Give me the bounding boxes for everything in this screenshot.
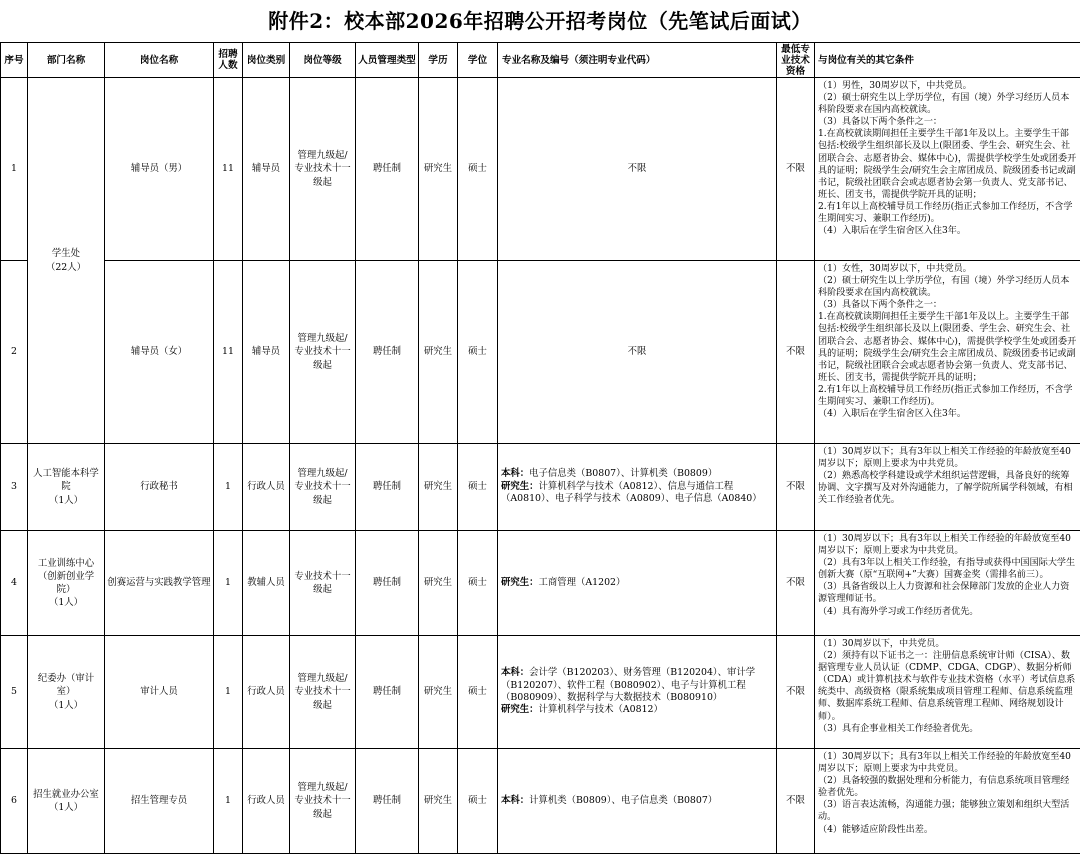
cell-mgmt: 聘任制 xyxy=(356,78,419,261)
cell-count: 11 xyxy=(214,78,243,261)
major-level-label: 研究生： xyxy=(501,577,539,588)
cell-min-cert: 不限 xyxy=(777,261,815,444)
cell-category: 行政人员 xyxy=(243,749,290,854)
cell-min-cert: 不限 xyxy=(777,531,815,636)
major-level-label: 本科： xyxy=(501,468,529,479)
table-row xyxy=(1,78,1080,261)
header-count: 招聘人数 xyxy=(214,43,243,78)
cell-category: 辅导员 xyxy=(243,78,290,261)
cell-count: 1 xyxy=(214,531,243,636)
cell-conditions: （1）30周岁以下；具有3年以上相关工作经验的年龄放宽至40周岁以下；原则上要求为中共党员。 （2）具备较强的数据处理和分析能力，有信息系统项目管理经验者优先。 （3）语言表达流畅，沟通能力强；能够独立策划和组织大型活动。 （4）能够适应阶段性出差。 xyxy=(815,749,1080,854)
cell-dept: 工业训练中心（创新创业学院） （1人） xyxy=(28,531,105,636)
cell-post: 辅导员（男） xyxy=(105,78,214,261)
cell-edu: 研究生 xyxy=(419,749,458,854)
major-line xyxy=(501,468,773,480)
major-line xyxy=(501,481,773,506)
cell-category: 行政人员 xyxy=(243,444,290,531)
cell-seq: 3 xyxy=(1,444,28,531)
cell-dept: 人工智能本科学院 （1人） xyxy=(28,444,105,531)
cell-edu: 研究生 xyxy=(419,261,458,444)
cell-mgmt: 聘任制 xyxy=(356,749,419,854)
cell-grade: 管理九级起/ 专业技术十一级起 xyxy=(290,78,356,261)
cell-major xyxy=(498,749,777,854)
cell-edu: 研究生 xyxy=(419,531,458,636)
major-text: 计算机科学与技术（A0812） xyxy=(539,704,663,715)
cell-count: 1 xyxy=(214,636,243,749)
table-row xyxy=(1,444,1080,531)
major-line xyxy=(501,667,773,704)
header-min-cert: 最低专业技术资格 xyxy=(777,43,815,78)
major-line xyxy=(501,577,773,589)
cell-major: 不限 xyxy=(498,78,777,261)
cell-mgmt: 聘任制 xyxy=(356,261,419,444)
cell-grade: 管理九级起/ 专业技术十一级起 xyxy=(290,261,356,444)
header-grade: 岗位等级 xyxy=(290,43,356,78)
cell-count: 1 xyxy=(214,444,243,531)
major-text: 工商管理（A1202） xyxy=(539,577,626,588)
cell-grade: 管理九级起/ 专业技术十一级起 xyxy=(290,749,356,854)
header-post: 岗位名称 xyxy=(105,43,214,78)
cell-mgmt: 聘任制 xyxy=(356,531,419,636)
cell-degree: 硕士 xyxy=(458,444,498,531)
cell-count: 11 xyxy=(214,261,243,444)
cell-degree: 硕士 xyxy=(458,531,498,636)
cell-conditions: （1）女性，30周岁以下，中共党员。 （2）硕士研究生以上学历学位，有国（境）外学习经历人员本科阶段要求在国内高校就读。 （3）具备以下两个条件之一： 1.在高校就读期间担任主要学生干部1年及以上。主要学生干部包括:校级学生组织部长及以上(限团委、学生会、研究生会、社团联合会、志愿者协会、媒体中心)，需提供学校学生处或团委开具的证明；院级学生会/研究生会主席团成员、院级团委书记或副书记，院级社团联合会或志愿者协会第一负责人、党支部书记、班长、团支书，需提供学院开具的证明； 2.有1年以上高校辅导员工作经历(指正式参加工作经历，不含学生期间实习、兼职工作经历)。 （4）入职后在学生宿舍区入住3年。 xyxy=(815,261,1080,444)
table-row xyxy=(1,749,1080,854)
cell-min-cert: 不限 xyxy=(777,78,815,261)
major-text: 会计学（B120203）、财务管理（B120204）、审计学（B120207）、软件工程（B080902）、电子与计算机工程（B080909）、数据科学与大数据技术（B080910） xyxy=(501,667,755,703)
header-category: 岗位类别 xyxy=(243,43,290,78)
cell-post: 审计人员 xyxy=(105,636,214,749)
major-text: 电子信息类（B0807）、计算机类（B0809） xyxy=(529,468,717,479)
header-seq: 序号 xyxy=(1,43,28,78)
cell-grade: 专业技术十一级起 xyxy=(290,531,356,636)
cell-grade: 管理九级起/ 专业技术十一级起 xyxy=(290,636,356,749)
table-row xyxy=(1,531,1080,636)
cell-category: 辅导员 xyxy=(243,261,290,444)
cell-min-cert: 不限 xyxy=(777,636,815,749)
cell-mgmt: 聘任制 xyxy=(356,444,419,531)
major-line xyxy=(501,704,773,716)
header-degree: 学位 xyxy=(458,43,498,78)
cell-conditions: （1）30周岁以下；具有3年以上相关工作经验的年龄放宽至40周岁以下；原则上要求为中共党员。 （2）熟悉高校学科建设或学术组织运营逻辑，具备良好的统筹协调、文字撰写及对外沟通能力，了解学院所属学科领域，有相关工作经验者优先。 xyxy=(815,444,1080,531)
cell-major xyxy=(498,531,777,636)
cell-category: 行政人员 xyxy=(243,636,290,749)
cell-count: 1 xyxy=(214,749,243,854)
cell-major xyxy=(498,444,777,531)
cell-degree: 硕士 xyxy=(458,749,498,854)
cell-dept: 招生就业办公室 （1人） xyxy=(28,749,105,854)
cell-min-cert: 不限 xyxy=(777,749,815,854)
cell-seq: 2 xyxy=(1,261,28,444)
cell-mgmt: 聘任制 xyxy=(356,636,419,749)
cell-conditions: （1）30周岁以下，中共党员。 （2）须持有以下证书之一：注册信息系统审计师（CISA）、数据管理专业人员认证（CDMP、CDGA、CDGP）、数据分析师（CDA）或计算机技术与软件专业技术资格（水平）考试信息系统类中、高级资格（限系统集成项目管理工程师、信息系统监理师、数据库系统工程师、信息系统管理工程师、网络规划设计师）。 （3）具有企事业相关工作经验者优先。 xyxy=(815,636,1080,749)
major-level-label: 本科： xyxy=(501,667,529,678)
cell-degree: 硕士 xyxy=(458,636,498,749)
page-title: 附件2：校本部2026年招聘公开招考岗位（先笔试后面试） xyxy=(0,0,1080,42)
cell-degree: 硕士 xyxy=(458,261,498,444)
cell-conditions: （1）30周岁以下；具有3年以上相关工作经验的年龄放宽至40周岁以下；原则上要求为中共党员。 （2）具有3年以上相关工作经验，有指导或获得中国国际大学生创新大赛（原“互联网+”大赛）国赛金奖（需排名前三）。 （3）具备省级以上人力资源和社会保障部门发放的企业人力资源管理师证书。 （4）具有海外学习或工作经历者优先。 xyxy=(815,531,1080,636)
cell-min-cert: 不限 xyxy=(777,444,815,531)
cell-post: 招生管理专员 xyxy=(105,749,214,854)
table-row xyxy=(1,261,1080,444)
header-dept: 部门名称 xyxy=(28,43,105,78)
cell-seq: 4 xyxy=(1,531,28,636)
major-text: 计算机类（B0809）、电子信息类（B0807） xyxy=(529,795,717,806)
cell-post: 创赛运营与实践教学管理 xyxy=(105,531,214,636)
table-row xyxy=(1,636,1080,749)
cell-grade: 管理九级起/ 专业技术十一级起 xyxy=(290,444,356,531)
cell-seq: 1 xyxy=(1,78,28,261)
cell-dept: 纪委办（审计室） （1人） xyxy=(28,636,105,749)
header-mgmt: 人员管理类型 xyxy=(356,43,419,78)
cell-post: 行政秘书 xyxy=(105,444,214,531)
cell-degree: 硕士 xyxy=(458,78,498,261)
header-conditions: 与岗位有关的其它条件 xyxy=(815,43,1080,78)
cell-category: 教辅人员 xyxy=(243,531,290,636)
major-level-label: 研究生： xyxy=(501,481,539,492)
header-edu: 学历 xyxy=(419,43,458,78)
cell-seq: 6 xyxy=(1,749,28,854)
major-text: 计算机科学与技术（A0812）、信息与通信工程（A0810）、电子科学与技术（A0809）、电子信息（A0840） xyxy=(501,481,762,504)
header-major: 专业名称及编号（须注明专业代码） xyxy=(498,43,777,78)
major-level-label: 本科： xyxy=(501,795,529,806)
cell-major: 不限 xyxy=(498,261,777,444)
cell-edu: 研究生 xyxy=(419,636,458,749)
major-level-label: 研究生： xyxy=(501,704,539,715)
positions-table xyxy=(0,42,1080,854)
header-row xyxy=(1,43,1080,78)
major-line xyxy=(501,795,773,807)
cell-edu: 研究生 xyxy=(419,78,458,261)
cell-post: 辅导员（女） xyxy=(105,261,214,444)
cell-edu: 研究生 xyxy=(419,444,458,531)
cell-major xyxy=(498,636,777,749)
cell-dept: 学生处 （22人） xyxy=(28,78,105,444)
cell-conditions: （1）男性，30周岁以下，中共党员。 （2）硕士研究生以上学历学位，有国（境）外学习经历人员本科阶段要求在国内高校就读。 （3）具备以下两个条件之一： 1.在高校就读期间担任主要学生干部1年及以上。主要学生干部包括:校级学生组织部长及以上(限团委、学生会、研究生会、社团联合会、志愿者协会、媒体中心)，需提供学校学生处或团委开具的证明；院级学生会/研究生会主席团成员、院级团委书记或副书记，院级社团联合会或志愿者协会第一负责人、党支部书记、班长、团支书，需提供学院开具的证明； 2.有1年以上高校辅导员工作经历(指正式参加工作经历，不含学生期间实习、兼职工作经历)。 （4）入职后在学生宿舍区入住3年。 xyxy=(815,78,1080,261)
cell-seq: 5 xyxy=(1,636,28,749)
